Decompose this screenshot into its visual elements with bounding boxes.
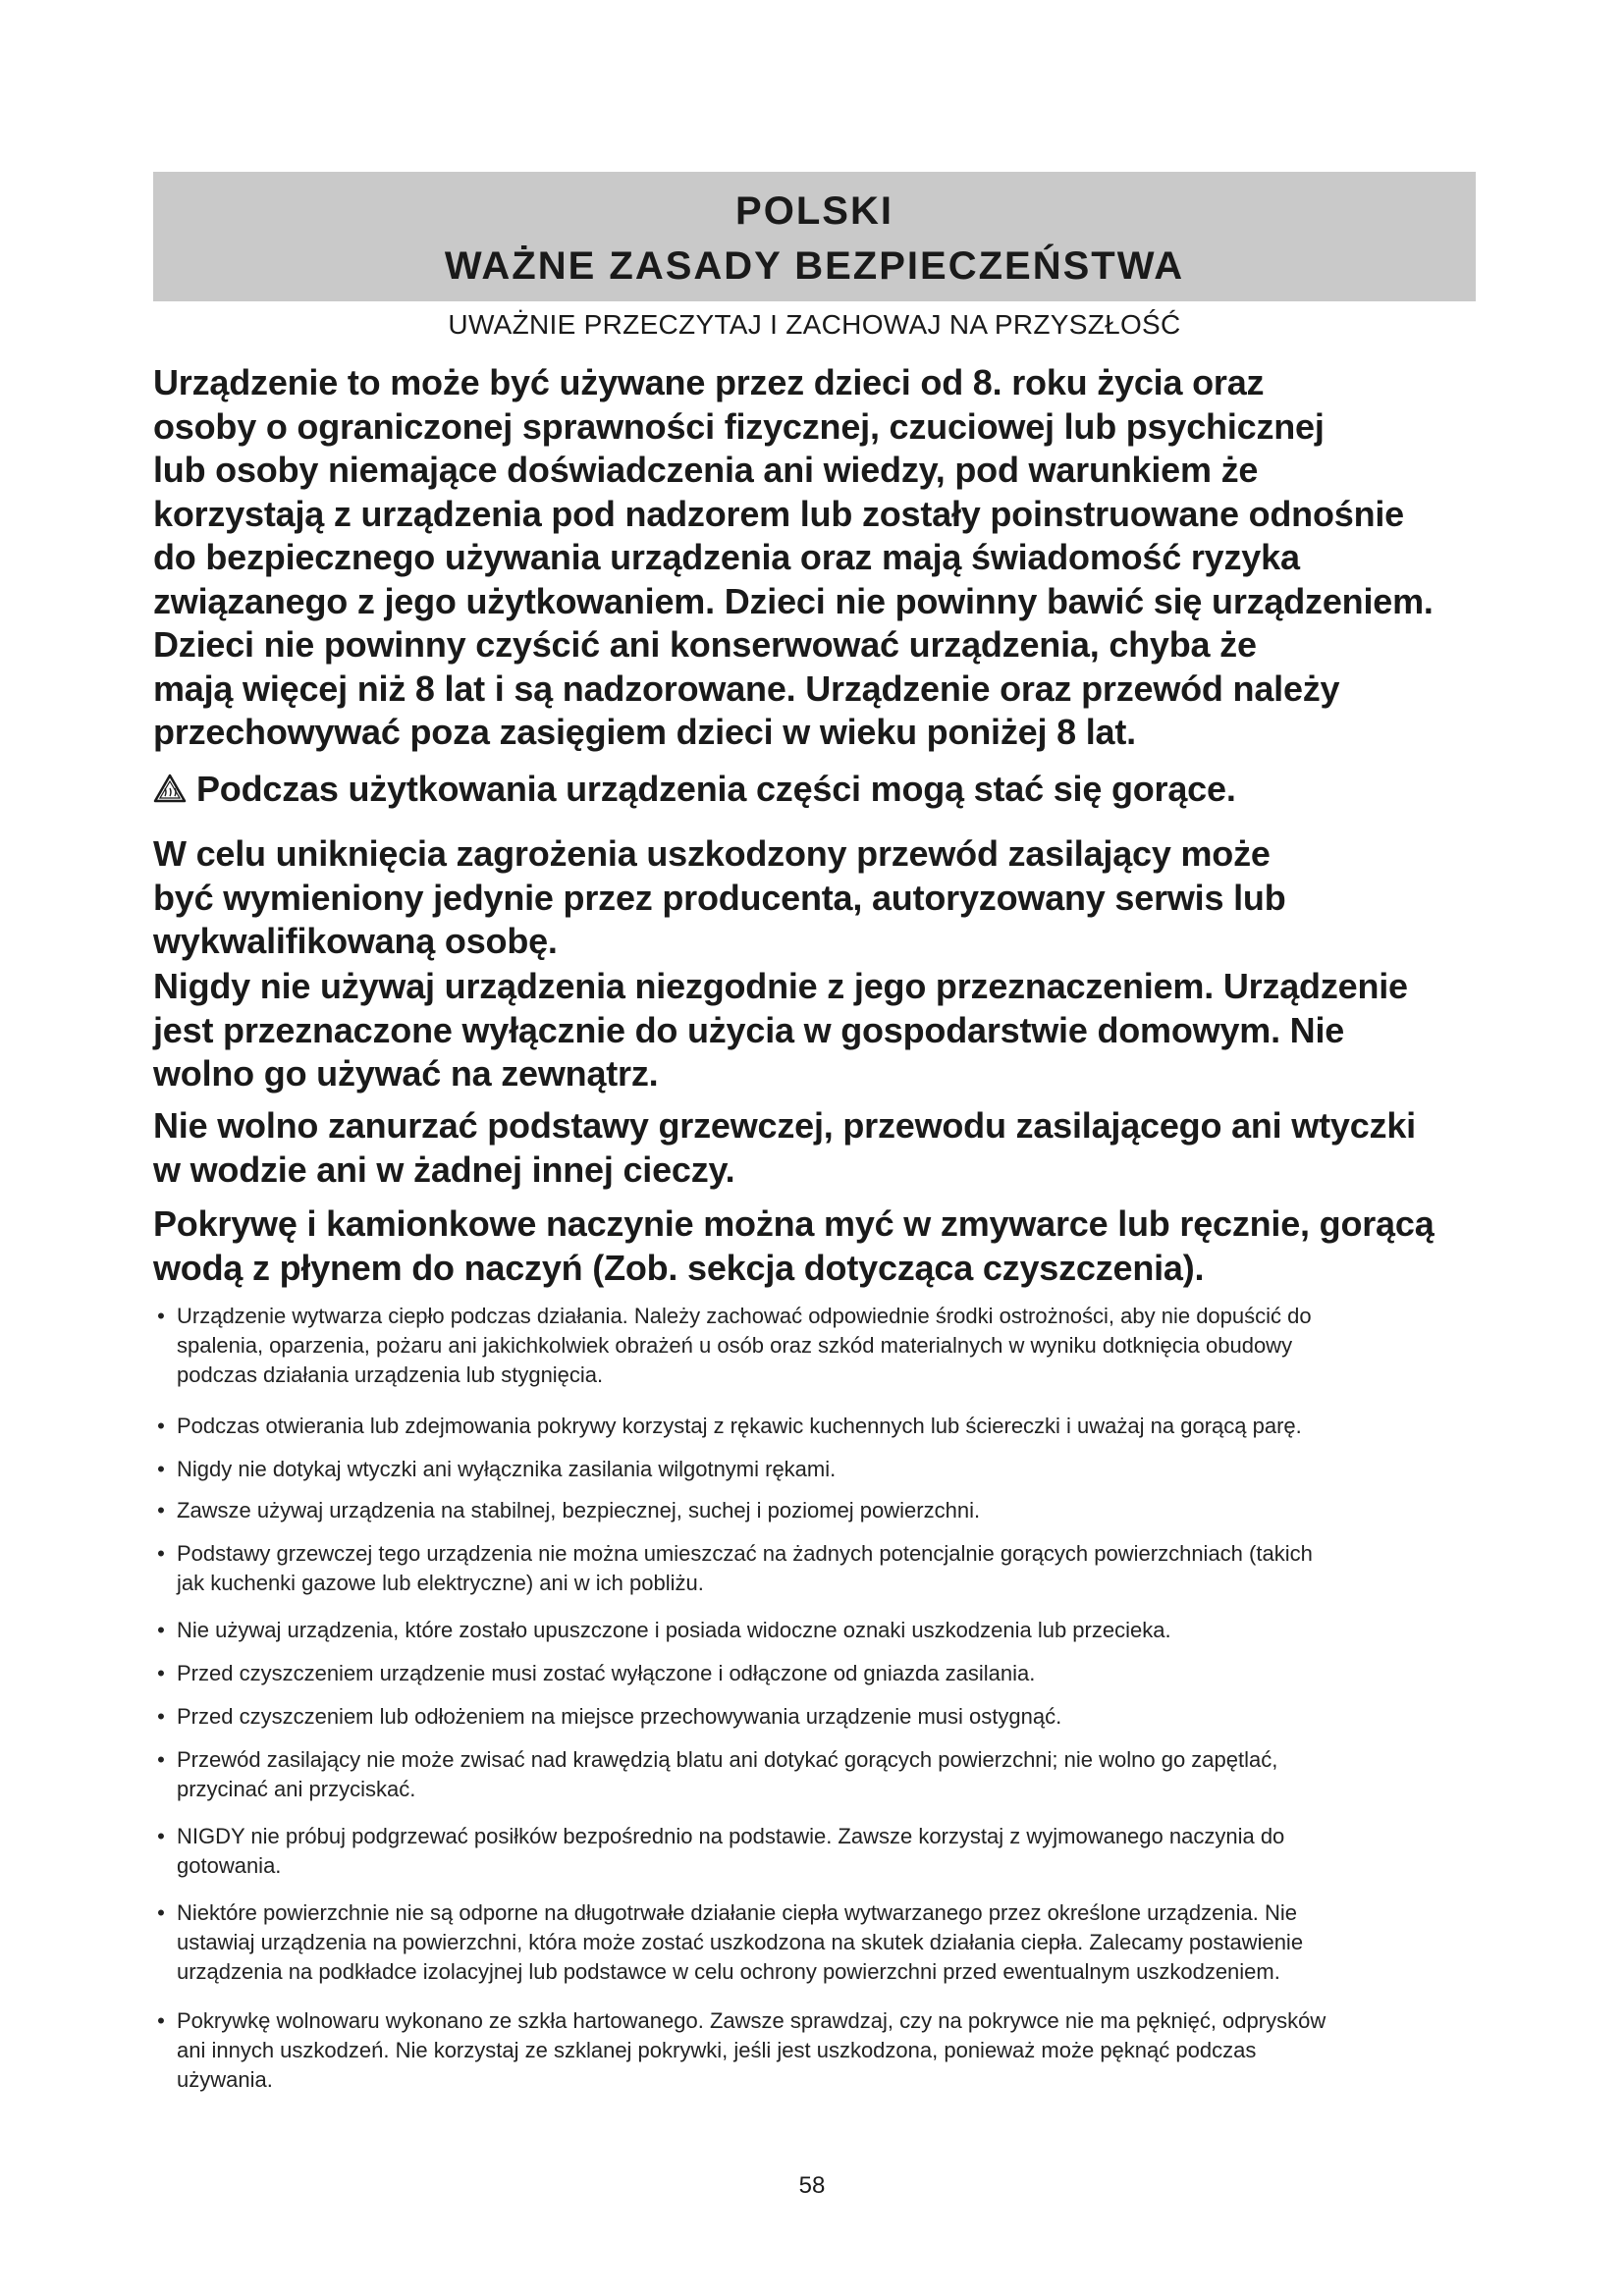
bullet-line: NIGDY nie próbuj podgrzewać posiłków bezpośrednio na podstawie. Zawsze korzystaj z wyjmowanego naczynia do xyxy=(177,1824,1285,1848)
bullet-line: Podczas otwierania lub zdejmowania pokrywy korzystaj z rękawic kuchennych lub ściereczki i uważaj na gorącą parę. xyxy=(177,1414,1302,1438)
immersion-warning xyxy=(153,1104,1508,1192)
bullet-line: przycinać ani przyciskać. xyxy=(177,1777,416,1801)
bullet-line: Pokrywkę wolnowaru wykonano ze szkła hartowanego. Zawsze sprawdzaj, czy na pokrywce nie ma pęknięć, odprysków xyxy=(177,2008,1326,2033)
immersion-line: Nie wolno zanurzać podstawy grzewczej, przewodu zasilającego ani wtyczki xyxy=(153,1105,1416,1146)
usage-warning xyxy=(153,965,1508,1096)
usage-line: Nigdy nie używaj urządzenia niezgodnie z jego przeznaczeniem. Urządzenie xyxy=(153,966,1408,1006)
bullet-line: Przewód zasilający nie może zwisać nad krawędzią blatu ani dotykać gorących powierzchni; nie wolno go zapętlać, xyxy=(177,1747,1278,1772)
bullet-line: podczas działania urządzenia lub stygnięcia. xyxy=(177,1362,604,1387)
bullet-line: Zawsze używaj urządzenia na stabilnej, bezpiecznej, suchej i poziomej powierzchni. xyxy=(177,1498,981,1522)
bullet-dot: • xyxy=(157,1661,165,1685)
hot-parts-text: Podczas użytkowania urządzenia części mogą stać się gorące. xyxy=(196,769,1236,809)
bullet-line: Przed czyszczeniem urządzenie musi zostać wyłączone i odłączone od gniazda zasilania. xyxy=(177,1661,1036,1685)
cleaning-line: Pokrywę i kamionkowe naczynie można myć w zmywarce lub ręcznie, gorącą xyxy=(153,1203,1435,1244)
bullet-line: gotowania. xyxy=(177,1853,282,1878)
intro-line: związanego z jego użytkowaniem. Dzieci nie powinny bawić się urządzeniem. xyxy=(153,580,1434,621)
bullet-dot: • xyxy=(157,1704,165,1729)
intro-line: Urządzenie to może być używane przez dzieci od 8. roku życia oraz xyxy=(153,362,1265,402)
bullet-dot: • xyxy=(157,1414,165,1438)
cord-line: być wymieniony jedynie przez producenta, autoryzowany serwis lub xyxy=(153,877,1286,918)
subtitle: UWAŻNIE PRZECZYTAJ I ZACHOWAJ NA PRZYSZŁOŚĆ xyxy=(448,309,1181,340)
section-title: WAŻNE ZASADY BEZPIECZEŃSTWA xyxy=(444,244,1185,288)
bullet-dot: • xyxy=(157,1541,165,1566)
bullet-dot: • xyxy=(157,1304,165,1328)
usage-line: jest przeznaczone wyłącznie do użycia w gospodarstwie domowym. Nie xyxy=(153,1009,1345,1050)
intro-line: korzystają z urządzenia pod nadzorem lub zostały poinstruowane odnośnie xyxy=(153,493,1404,534)
usage-line: wolno go używać na zewnątrz. xyxy=(153,1053,659,1094)
language-heading: POLSKI xyxy=(735,189,893,233)
intro-line: do bezpiecznego używania urządzenia oraz mają świadomość ryzyka xyxy=(153,537,1300,577)
bullet-line: urządzenia na podkładce izolacyjnej lub podstawce w celu ochrony powierzchni przed ewentualnym uszkodzeniem. xyxy=(177,1959,1280,1984)
page-number: 58 xyxy=(798,2172,826,2199)
hot-parts-line xyxy=(153,768,1508,812)
hot-parts-warning xyxy=(153,768,1508,812)
warning-triangle-icon xyxy=(153,770,187,799)
bullet-line: Podstawy grzewczej tego urządzenia nie można umieszczać na żadnych potencjalnie gorących powierzchniach (takich xyxy=(177,1541,1313,1566)
bullet-line: Urządzenie wytwarza ciepło podczas działania. Należy zachować odpowiednie środki ostrożności, aby nie dopuścić do xyxy=(177,1304,1312,1328)
bullet-line: jak kuchenki gazowe lub elektryczne) ani w ich pobliżu. xyxy=(177,1571,704,1595)
bullet-line: Niektóre powierzchnie nie są odporne na długotrwałe działanie ciepła wytwarzanego przez określone urządzenia. Nie xyxy=(177,1900,1297,1925)
bullet-dot: • xyxy=(157,1457,165,1481)
bullet-line: używania. xyxy=(177,2067,273,2092)
cord-line: wykwalifikowaną osobę. xyxy=(153,921,558,961)
bullet-line: Nigdy nie dotykaj wtyczki ani wyłącznika zasilania wilgotnymi rękami. xyxy=(177,1457,837,1481)
cleaning-line: wodą z płynem do naczyń (Zob. sekcja dotycząca czyszczenia). xyxy=(153,1247,1205,1288)
bullet-dot: • xyxy=(157,2008,165,2033)
intro-paragraph xyxy=(153,361,1508,755)
bullet-dot: • xyxy=(157,1498,165,1522)
bullet-dot: • xyxy=(157,1618,165,1642)
intro-line: przechowywać poza zasięgiem dzieci w wieku poniżej 8 lat. xyxy=(153,712,1136,752)
bullet-line: ustawiaj urządzenia na powierzchni, która może zostać uszkodzona na skutek działania ciepła. Zalecamy postawienie xyxy=(177,1930,1304,1954)
bullet-dot: • xyxy=(157,1747,165,1772)
bullet-dot: • xyxy=(157,1824,165,1848)
bullet-line: ani innych uszkodzeń. Nie korzystaj ze szklanej pokrywki, jeśli jest uszkodzona, ponieważ może pęknąć podczas xyxy=(177,2038,1257,2062)
intro-line: mają więcej niż 8 lat i są nadzorowane. Urządzenie oraz przewód należy xyxy=(153,667,1340,709)
header-band xyxy=(153,172,1476,301)
cleaning-note xyxy=(153,1202,1508,1290)
bullet-line: spalenia, oparzenia, pożaru ani jakichkolwiek obrażeń u osób oraz szkód materialnych w wyniku dotknięcia obudowy xyxy=(177,1333,1293,1358)
intro-line: lub osoby niemające doświadczenia ani wiedzy, pod warunkiem że xyxy=(153,450,1259,490)
intro-line: Dzieci nie powinny czyścić ani konserwować urządzenia, chyba że xyxy=(153,624,1257,665)
bullet-dot: • xyxy=(157,1900,165,1925)
intro-line: osoby o ograniczonej sprawności fizycznej, czuciowej lub psychicznej xyxy=(153,405,1325,447)
immersion-line: w wodzie ani w żadnej innej cieczy. xyxy=(153,1148,735,1190)
cord-warning xyxy=(153,832,1508,964)
bullet-line: Przed czyszczeniem lub odłożeniem na miejsce przechowywania urządzenie musi ostygnąć. xyxy=(177,1704,1062,1729)
bullet-line: Nie używaj urządzenia, które zostało upuszczone i posiada widoczne oznaki uszkodzenia lub przecieka. xyxy=(177,1618,1171,1642)
cord-line: W celu uniknięcia zagrożenia uszkodzony przewód zasilający może xyxy=(153,833,1271,874)
